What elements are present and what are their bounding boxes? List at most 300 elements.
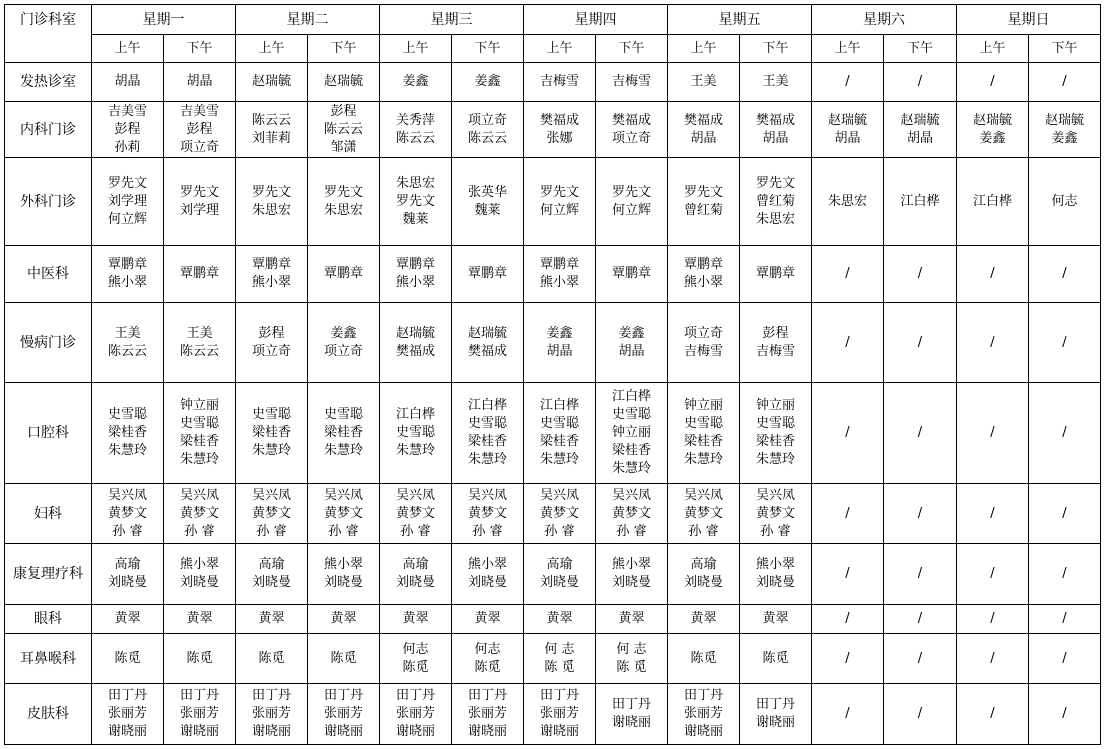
schedule-cell[interactable]	[92, 158, 164, 246]
schedule-cell[interactable]	[236, 102, 308, 158]
half-day-header-row	[5, 35, 1101, 63]
pm-header[interactable]: 下午	[1029, 35, 1101, 63]
doctor-name: 刘晓曼	[323, 575, 363, 590]
doctor-name: 樊福成	[395, 343, 435, 359]
schedule-cell[interactable]	[957, 684, 1029, 745]
doctor-name: 罗先文	[755, 175, 795, 191]
doctor-name: 江白桦	[395, 407, 435, 422]
schedule-cell[interactable]	[1029, 544, 1101, 605]
schedule-cell[interactable]	[596, 63, 668, 102]
am-header[interactable]: 上午	[92, 35, 164, 63]
department-name[interactable]: 眼科	[5, 605, 92, 634]
schedule-cell[interactable]	[1029, 383, 1101, 484]
doctor-name: 陈觅	[762, 650, 789, 666]
schedule-cell[interactable]	[1029, 605, 1101, 634]
doctor-name: 赵瑞毓	[395, 325, 435, 341]
schedule-cell[interactable]	[92, 63, 164, 102]
schedule-cell[interactable]	[1029, 63, 1101, 102]
schedule-cell[interactable]	[596, 102, 668, 158]
day-header[interactable]: 星期六	[812, 5, 957, 35]
schedule-cell[interactable]	[957, 383, 1029, 484]
schedule-cell[interactable]	[884, 684, 957, 745]
doctor-name: /	[990, 706, 995, 721]
doctor-name: /	[1062, 266, 1067, 281]
doctor-name: /	[1062, 566, 1067, 581]
schedule-cell[interactable]	[884, 605, 957, 634]
schedule-cell[interactable]	[308, 246, 380, 303]
doctor-name: 覃鹏章	[179, 266, 219, 281]
doctor-name: 陈 觅	[616, 659, 647, 675]
day-header[interactable]: 星期三	[380, 5, 524, 35]
doctor-name: 覃鹏章	[467, 266, 507, 281]
schedule-cell[interactable]	[308, 303, 380, 383]
doctor-name: 江白桦	[611, 389, 651, 404]
schedule-cell[interactable]	[236, 63, 308, 102]
schedule-cell[interactable]	[740, 383, 812, 484]
doctor-name: 黄翠	[618, 611, 645, 626]
schedule-cell[interactable]	[308, 63, 380, 102]
doctor-name: /	[1062, 425, 1067, 440]
doctor-name: 罗先文	[323, 184, 363, 200]
doctor-name: 钟立丽	[611, 425, 651, 440]
schedule-cell[interactable]	[740, 102, 812, 158]
doctor-name: 黄翠	[402, 611, 429, 626]
doctor-name: 王美	[690, 74, 717, 89]
doctor-name: 张丽芳	[395, 706, 435, 721]
pm-header[interactable]: 下午	[308, 35, 380, 63]
doctor-name: 何 志	[544, 641, 575, 657]
department-name[interactable]: 耳鼻喉科	[5, 634, 92, 684]
schedule-cell[interactable]	[812, 544, 884, 605]
doctor-name: 史雪聪	[323, 407, 363, 422]
doctor-name: 吴兴凤	[395, 487, 435, 503]
am-header[interactable]: 上午	[812, 35, 884, 63]
doctor-name: 彭程	[258, 325, 285, 341]
schedule-cell[interactable]	[740, 544, 812, 605]
schedule-cell[interactable]	[524, 544, 596, 605]
am-header[interactable]: 上午	[524, 35, 596, 63]
doctor-name: 赵瑞毓	[972, 112, 1012, 128]
schedule-cell[interactable]	[92, 303, 164, 383]
schedule-cell[interactable]	[884, 634, 957, 684]
doctor-name: 刘晓曼	[611, 575, 651, 590]
department-name[interactable]: 慢病门诊	[5, 303, 92, 383]
schedule-cell[interactable]	[1029, 246, 1101, 303]
schedule-cell[interactable]	[957, 158, 1029, 246]
schedule-cell[interactable]	[524, 63, 596, 102]
department-row	[5, 484, 1101, 544]
schedule-cell[interactable]	[92, 246, 164, 303]
schedule-cell[interactable]	[308, 684, 380, 745]
pm-header[interactable]: 下午	[452, 35, 524, 63]
doctor-name: 田丁丹	[755, 697, 795, 712]
doctor-name: /	[990, 334, 995, 350]
doctor-name: 谢晓丽	[611, 715, 651, 730]
doctor-name: 黄翠	[330, 611, 357, 626]
schedule-cell[interactable]	[596, 605, 668, 634]
schedule-cell[interactable]	[524, 303, 596, 383]
schedule-cell[interactable]	[452, 246, 524, 303]
department-name[interactable]: 发热诊室	[5, 63, 92, 102]
department-row	[5, 63, 1101, 102]
doctor-name: 熊小翠	[611, 557, 651, 572]
schedule-cell[interactable]	[1029, 484, 1101, 544]
doctor-name: 赵瑞毓	[323, 74, 363, 89]
schedule-cell[interactable]	[452, 383, 524, 484]
schedule-cell[interactable]	[812, 246, 884, 303]
schedule-cell[interactable]	[740, 246, 812, 303]
doctor-name: 熊小翠	[251, 275, 291, 290]
doctor-name: 吉梅雪	[755, 343, 795, 359]
doctor-name: 黄梦文	[467, 505, 507, 521]
schedule-cell[interactable]	[452, 158, 524, 246]
schedule-cell[interactable]	[92, 605, 164, 634]
doctor-name: 赵瑞毓	[827, 112, 867, 128]
doctor-name: 陈觅	[330, 650, 357, 666]
schedule-cell[interactable]	[524, 634, 596, 684]
doctor-name: 孙 睿	[112, 523, 143, 539]
pm-header[interactable]: 下午	[740, 35, 812, 63]
schedule-cell[interactable]	[380, 246, 452, 303]
doctor-name: 江白桦	[900, 193, 940, 209]
schedule-cell[interactable]	[668, 63, 740, 102]
doctor-name: 赵瑞毓	[467, 325, 507, 341]
am-header[interactable]: 上午	[236, 35, 308, 63]
doctor-name: 朱思宏	[827, 193, 867, 209]
schedule-cell[interactable]	[524, 684, 596, 745]
doctor-name: 史雪聪	[251, 407, 291, 422]
doctor-name: 谢晓丽	[395, 724, 435, 739]
schedule-cell[interactable]	[1029, 158, 1101, 246]
schedule-body	[5, 5, 1101, 745]
schedule-cell[interactable]	[164, 544, 236, 605]
doctor-name: 姜鑫	[330, 325, 357, 341]
department-name[interactable]: 外科门诊	[5, 158, 92, 246]
schedule-cell[interactable]	[1029, 102, 1101, 158]
schedule-cell[interactable]	[524, 605, 596, 634]
schedule-cell[interactable]	[812, 634, 884, 684]
schedule-cell[interactable]	[957, 544, 1029, 605]
schedule-cell[interactable]	[380, 158, 452, 246]
schedule-cell[interactable]	[452, 544, 524, 605]
doctor-name: 黄翠	[186, 611, 213, 626]
schedule-cell[interactable]	[740, 634, 812, 684]
schedule-cell[interactable]	[884, 63, 957, 102]
schedule-cell[interactable]	[596, 544, 668, 605]
schedule-cell[interactable]	[236, 246, 308, 303]
schedule-cell[interactable]	[164, 102, 236, 158]
day-header[interactable]: 星期五	[668, 5, 812, 35]
doctor-name: 黄梦文	[755, 505, 795, 521]
schedule-cell[interactable]	[380, 102, 452, 158]
schedule-cell[interactable]	[812, 63, 884, 102]
department-row	[5, 102, 1101, 158]
schedule-cell[interactable]	[668, 158, 740, 246]
doctor-name: 樊福成	[611, 112, 651, 128]
doctor-name: 黄梦文	[179, 505, 219, 521]
schedule-cell[interactable]	[812, 102, 884, 158]
day-header[interactable]: 星期四	[524, 5, 668, 35]
doctor-name: 吴兴凤	[179, 487, 219, 503]
department-name[interactable]: 皮肤科	[5, 684, 92, 745]
doctor-name: /	[990, 566, 995, 581]
doctor-name: 孙 睿	[256, 523, 287, 539]
day-header[interactable]: 星期二	[236, 5, 380, 35]
schedule-cell[interactable]	[164, 246, 236, 303]
schedule-cell[interactable]	[812, 158, 884, 246]
schedule-cell[interactable]	[740, 684, 812, 745]
schedule-cell[interactable]	[1029, 634, 1101, 684]
schedule-cell[interactable]	[957, 246, 1029, 303]
doctor-name: /	[1062, 505, 1067, 521]
doctor-name: 覃鹏章	[755, 266, 795, 281]
doctor-name: 钟立丽	[755, 398, 795, 413]
corner-header[interactable]: 门诊科室	[5, 5, 92, 63]
schedule-cell[interactable]	[236, 634, 308, 684]
schedule-cell[interactable]	[884, 303, 957, 383]
schedule-cell[interactable]	[92, 634, 164, 684]
schedule-cell[interactable]	[92, 684, 164, 745]
schedule-cell[interactable]	[812, 383, 884, 484]
schedule-cell[interactable]	[740, 63, 812, 102]
doctor-name: 吴兴凤	[539, 487, 579, 503]
schedule-cell[interactable]	[668, 544, 740, 605]
schedule-cell[interactable]	[740, 158, 812, 246]
schedule-cell[interactable]	[668, 484, 740, 544]
schedule-cell[interactable]	[596, 303, 668, 383]
schedule-cell[interactable]	[524, 383, 596, 484]
doctor-name: 陈觅	[114, 650, 141, 666]
schedule-cell[interactable]	[884, 102, 957, 158]
schedule-cell[interactable]	[957, 63, 1029, 102]
doctor-name: 胡晶	[186, 74, 213, 89]
doctor-name: 朱慧玲	[251, 443, 291, 458]
schedule-cell[interactable]	[957, 484, 1029, 544]
schedule-cell[interactable]	[92, 544, 164, 605]
department-name[interactable]: 内科门诊	[5, 102, 92, 158]
schedule-cell[interactable]	[164, 634, 236, 684]
schedule-cell[interactable]	[452, 634, 524, 684]
schedule-cell[interactable]	[236, 383, 308, 484]
schedule-cell[interactable]	[308, 383, 380, 484]
doctor-name: 梁桂香	[323, 425, 363, 440]
doctor-name: 史雪聪	[395, 425, 435, 440]
doctor-name: 何立辉	[107, 211, 147, 227]
doctor-name: 胡晶	[618, 343, 645, 359]
schedule-cell[interactable]	[668, 102, 740, 158]
am-header[interactable]: 上午	[957, 35, 1029, 63]
schedule-cell[interactable]	[380, 484, 452, 544]
schedule-cell[interactable]	[164, 158, 236, 246]
schedule-cell[interactable]	[380, 544, 452, 605]
schedule-cell[interactable]	[380, 684, 452, 745]
doctor-name: 吴兴凤	[107, 487, 147, 503]
pm-header[interactable]: 下午	[884, 35, 957, 63]
doctor-name: 田丁丹	[323, 688, 363, 703]
schedule-cell[interactable]	[740, 605, 812, 634]
schedule-cell[interactable]	[957, 634, 1029, 684]
pm-header[interactable]: 下午	[596, 35, 668, 63]
schedule-cell[interactable]	[884, 383, 957, 484]
schedule-cell[interactable]	[596, 684, 668, 745]
schedule-cell[interactable]	[308, 634, 380, 684]
doctor-name: 吉梅雪	[611, 74, 651, 89]
doctor-name: 陈云云	[323, 121, 363, 137]
schedule-cell[interactable]	[668, 383, 740, 484]
doctor-name: /	[990, 266, 995, 281]
doctor-name: 田丁丹	[683, 688, 723, 703]
doctor-name: 彭程	[330, 103, 357, 119]
doctor-name: 彭程	[762, 325, 789, 341]
schedule-cell[interactable]	[452, 484, 524, 544]
schedule-cell[interactable]	[957, 102, 1029, 158]
schedule-cell[interactable]	[884, 246, 957, 303]
schedule-cell[interactable]	[957, 303, 1029, 383]
schedule-cell[interactable]	[596, 383, 668, 484]
schedule-cell[interactable]	[596, 484, 668, 544]
schedule-cell[interactable]	[1029, 684, 1101, 745]
doctor-name: /	[990, 650, 995, 666]
schedule-cell[interactable]	[236, 484, 308, 544]
doctor-name: /	[845, 505, 850, 521]
schedule-cell[interactable]	[596, 634, 668, 684]
schedule-cell[interactable]	[668, 246, 740, 303]
doctor-name: 钟立丽	[179, 398, 219, 413]
schedule-cell[interactable]	[524, 484, 596, 544]
schedule-cell[interactable]	[92, 102, 164, 158]
day-header[interactable]: 星期日	[957, 5, 1101, 35]
schedule-cell[interactable]	[164, 63, 236, 102]
doctor-name: 刘学理	[107, 193, 147, 209]
schedule-cell[interactable]	[524, 158, 596, 246]
doctor-name: 胡晶	[762, 130, 789, 146]
schedule-cell[interactable]	[164, 605, 236, 634]
schedule-cell[interactable]	[92, 484, 164, 544]
schedule-cell[interactable]	[668, 684, 740, 745]
department-name[interactable]: 中医科	[5, 246, 92, 303]
schedule-cell[interactable]	[524, 102, 596, 158]
am-header[interactable]: 上午	[380, 35, 452, 63]
doctor-name: 吉梅雪	[683, 343, 723, 359]
schedule-cell[interactable]	[164, 303, 236, 383]
schedule-cell[interactable]	[380, 605, 452, 634]
schedule-cell[interactable]	[740, 484, 812, 544]
pm-header[interactable]: 下午	[164, 35, 236, 63]
doctor-name: 覃鹏章	[395, 257, 435, 272]
schedule-cell[interactable]	[308, 158, 380, 246]
doctor-name: 罗先文	[179, 184, 219, 200]
doctor-name: /	[917, 650, 923, 666]
schedule-cell[interactable]	[236, 544, 308, 605]
doctor-name: 姜鑫	[1051, 130, 1078, 146]
doctor-name: 谢晓丽	[683, 724, 723, 739]
schedule-cell[interactable]	[957, 605, 1029, 634]
doctor-name: 黄翠	[762, 611, 789, 626]
doctor-name: 刘晓曼	[539, 575, 579, 590]
schedule-cell[interactable]	[668, 634, 740, 684]
schedule-cell[interactable]	[812, 684, 884, 745]
schedule-cell[interactable]	[596, 246, 668, 303]
schedule-cell[interactable]	[884, 484, 957, 544]
schedule-cell[interactable]	[236, 605, 308, 634]
schedule-cell[interactable]	[380, 383, 452, 484]
schedule-cell[interactable]	[668, 303, 740, 383]
schedule-cell[interactable]	[668, 605, 740, 634]
doctor-name: 刘晓曼	[395, 575, 435, 590]
schedule-cell[interactable]	[236, 303, 308, 383]
schedule-cell[interactable]	[452, 684, 524, 745]
day-header[interactable]: 星期一	[92, 5, 236, 35]
schedule-cell[interactable]	[380, 634, 452, 684]
department-row	[5, 634, 1101, 684]
doctor-name: 赵瑞毓	[900, 112, 940, 128]
doctor-name: 姜鑫	[546, 325, 573, 341]
schedule-cell[interactable]	[452, 605, 524, 634]
doctor-name: 田丁丹	[611, 697, 651, 712]
schedule-cell[interactable]	[92, 383, 164, 484]
doctor-name: 江白桦	[972, 193, 1012, 209]
doctor-name: 王美	[186, 325, 213, 341]
doctor-name: 吉美雪	[107, 103, 147, 119]
schedule-cell[interactable]	[812, 303, 884, 383]
schedule-cell[interactable]	[740, 303, 812, 383]
schedule-cell[interactable]	[236, 684, 308, 745]
am-header[interactable]: 上午	[668, 35, 740, 63]
schedule-cell[interactable]	[452, 303, 524, 383]
schedule-cell[interactable]	[164, 684, 236, 745]
schedule-cell[interactable]	[164, 383, 236, 484]
department-name[interactable]: 妇科	[5, 484, 92, 544]
schedule-cell[interactable]	[812, 605, 884, 634]
doctor-name: 梁桂香	[683, 434, 723, 449]
doctor-name: 刘学理	[179, 202, 219, 218]
schedule-cell[interactable]	[308, 102, 380, 158]
schedule-cell[interactable]	[1029, 303, 1101, 383]
schedule-cell[interactable]	[236, 158, 308, 246]
doctor-name: 刘菲莉	[251, 130, 291, 146]
doctor-name: 钟立丽	[683, 398, 723, 413]
doctor-name: 樊福成	[755, 112, 795, 128]
schedule-cell[interactable]	[308, 544, 380, 605]
schedule-cell[interactable]	[884, 544, 957, 605]
doctor-name: 朱慧玲	[107, 443, 147, 458]
department-name[interactable]: 康复理疗科	[5, 544, 92, 605]
doctor-name: 黄梦文	[539, 505, 579, 521]
doctor-name: 姜鑫	[402, 74, 429, 89]
doctor-name: 吉梅雪	[539, 74, 579, 89]
schedule-cell[interactable]	[380, 63, 452, 102]
schedule-cell[interactable]	[812, 484, 884, 544]
schedule-cell[interactable]	[380, 303, 452, 383]
schedule-cell[interactable]	[884, 158, 957, 246]
schedule-cell[interactable]	[524, 246, 596, 303]
schedule-cell[interactable]	[308, 484, 380, 544]
department-row	[5, 303, 1101, 383]
doctor-name: 史雪聪	[179, 416, 219, 431]
department-row	[5, 684, 1101, 745]
doctor-name: 田丁丹	[107, 688, 147, 703]
schedule-cell[interactable]	[164, 484, 236, 544]
department-name[interactable]: 口腔科	[5, 383, 92, 484]
schedule-cell[interactable]	[452, 63, 524, 102]
doctor-name: 姜鑫	[474, 74, 501, 89]
doctor-name: /	[990, 505, 995, 521]
schedule-cell[interactable]	[596, 158, 668, 246]
schedule-cell[interactable]	[452, 102, 524, 158]
schedule-cell[interactable]	[308, 605, 380, 634]
doctor-name: 史雪聪	[467, 416, 507, 431]
doctor-name: 姜鑫	[618, 325, 645, 341]
